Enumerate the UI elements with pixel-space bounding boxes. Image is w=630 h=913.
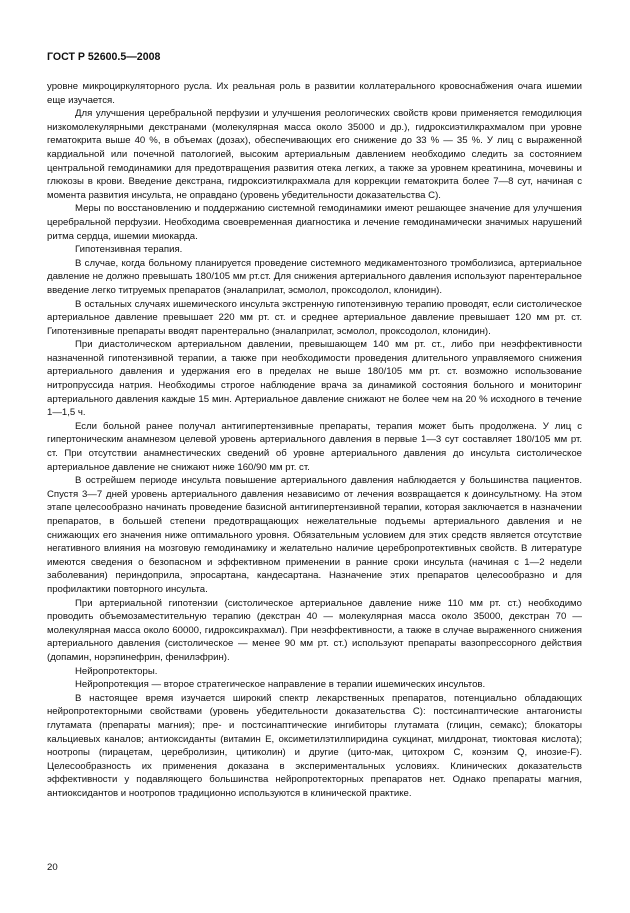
page-number: 20 [47,862,58,873]
document-header: ГОСТ Р 52600.5—2008 [47,51,161,63]
paragraph-hypotension: При артериальной гипотензии (систолическое артериальное давление ниже 110 мм рт. ст.) необходимо проводить объемозаместительную терапию (декстран 40 — молекулярная масса около 35000, декстран 70 — молекулярная масса около 60000, гидроксикрахмал). При неэффективности, а также в случае выраженного снижения артериального давления (систолическое — менее 90 мм рт. ст.) используют препараты вазопрессорного действия (допамин, норэпинефрин, фенилэфрин). [47,597,582,663]
paragraph-hemodilution: Для улучшения церебральной перфузии и улучшения реологических свойств крови применяется гемодилюция низкомолекулярными декстранами (молекулярная масса около 35000 и др.), гидроксиэтилкрахмалом при уровне гематокрита выше 40 %, в объемах (дозах), обеспечивающих его снижение до 33 % — 35 %. У лиц с выраженной кардиальной или почечной патологией, высоким артериальным давлением необходимо следить за состоянием центральной гемодинамики для предотвращения развития отека легких, а также за уровнем креатинина, мочевины и глюкозы в крови. Введение декстрана, гидроксиэтилкрахмала для коррекции гематокрита более 7—8 сут, начиная с момента развития инсульта, не оправдано (уровень убедительности доказательства С). [47,108,582,201]
section-heading-hypotensive-therapy: Гипотензивная терапия. [75,244,183,256]
paragraph-acute-period: В острейшем периоде инсульта повышение артериального давления наблюдается у большинства пациентов. Спустя 3—7 дней уровень артериального давления независимо от лечения возвращается к доинсультному. На этом этапе целесообразно начинать проведение базисной антигипертензивной терапии, которая заключается в назначении препаратов, в большей степени предотвращающих нежелательные подъемы артериального давления и не снижающих его значения ниже оптимального уровня. Обязательным условием для этих средств является отсутствие негативного влияния на мозговую гемодинамику и желательно наличие церебропротективных свойств. В литературе имеются сведения о безопасном и эффективном применении в ранние сроки инсульта (начиная с 1—2 недели заболевания) периндоприла, эпросартана, кандесартана. Назначение этих препаратов целесообразно и для профилактики повторного инсульта. [47,475,582,595]
paragraph-continuation: уровне микроциркуляторного русла. Их реальная роль в развитии коллатерального кровоснабжения очага ишемии еще изучается. [47,81,582,106]
paragraph-neuroprotection: Нейропротекция — второе стратегическое направление в терапии ишемических инсультов. [75,679,486,691]
section-heading-neuroprotectors: Нейропротекторы. [75,665,158,677]
paragraph-thrombolysis: В случае, когда больному планируется проведение системного медикаментозного тромболизиса, артериальное давление не должно превышать 180/105 мм рт.ст. Для снижения артериального давления используют парентеральное введение легко титруемых препаратов (эналаприлат, эсмолол, проксодолол, клонидин). [47,257,582,296]
paragraph-diastolic-pressure: При диастолическом артериальном давлении, превышающем 140 мм рт. ст., либо при неэффективности назначенной гипотензивной терапии, а также при необходимости проведения длительного управляемого снижения артериального давления и удержания его в пределах не выше 180/105 мм рт. ст. возможно использование нитропруссида натрия. Необходимы строгое наблюдение врача за динамикой состояния больного и мониторинг артериального давления каждые 15 мин. Артериальное давление снижают не более чем на 20 % исходного в течение 1—1,5 ч. [47,339,582,419]
document-body [47,80,582,800]
paragraph-hemodynamics: Меры по восстановлению и поддержанию системной гемодинамики имеют решающее значение для улучшения церебральной перфузии. Необходима своевременная диагностика и лечение гемодинамически значимых нарушений ритма сердца, ишемии миокарда. [47,203,582,242]
paragraph-neuroprotective-drugs: В настоящее время изучается широкий спектр лекарственных препаратов, потенциально обладающих нейропротекторными свойствами (уровень убедительности доказательства С): постсинаптические антагонисты глутамата (препараты магния); пре- и постсинаптические ингибиторы глутамата (глицин, семакс); блокаторы кальциевых каналов; антиоксиданты (витамин Е, оксиметилэтилпиридина сукцинат, милдронат, тиоктовая кислота); ноотропы (пирацетам, церебролизин, цитиколин) и другие (цито-мак, цитохром С, коэнзим Q, инозие-F). Целесообразность их применения доказана в экспериментальных условиях. Клинических доказательств эффективности у подавляющего большинства нейропротекторных препаратов нет. Однако препараты магния, антиоксидантов и ноотропов традиционно используются в клинической практике. [47,692,582,799]
paragraph-prior-treatment: Если больной ранее получал антигипертензивные препараты, терапия может быть продолжена. У лиц с гипертоническим анамнезом целевой уровень артериального давления в первые 1—3 сут составляет 180/105 мм рт. ст. При отсутствии анамнестических сведений об уровне артериального давления до инсульта систолическое артериальное давление не снижают ниже 160/90 мм рт. ст. [47,420,582,473]
paragraph-emergency-therapy: В остальных случаях ишемического инсульта экстренную гипотензивную терапию проводят, если систолическое артериальное давление превышает 220 мм рт. ст. и среднее артериальное давление превышает 120 мм рт. ст. Гипотензивные препараты вводят парентерально (эналаприлат, эсмолол, проксодолол, клонидин). [47,298,582,337]
